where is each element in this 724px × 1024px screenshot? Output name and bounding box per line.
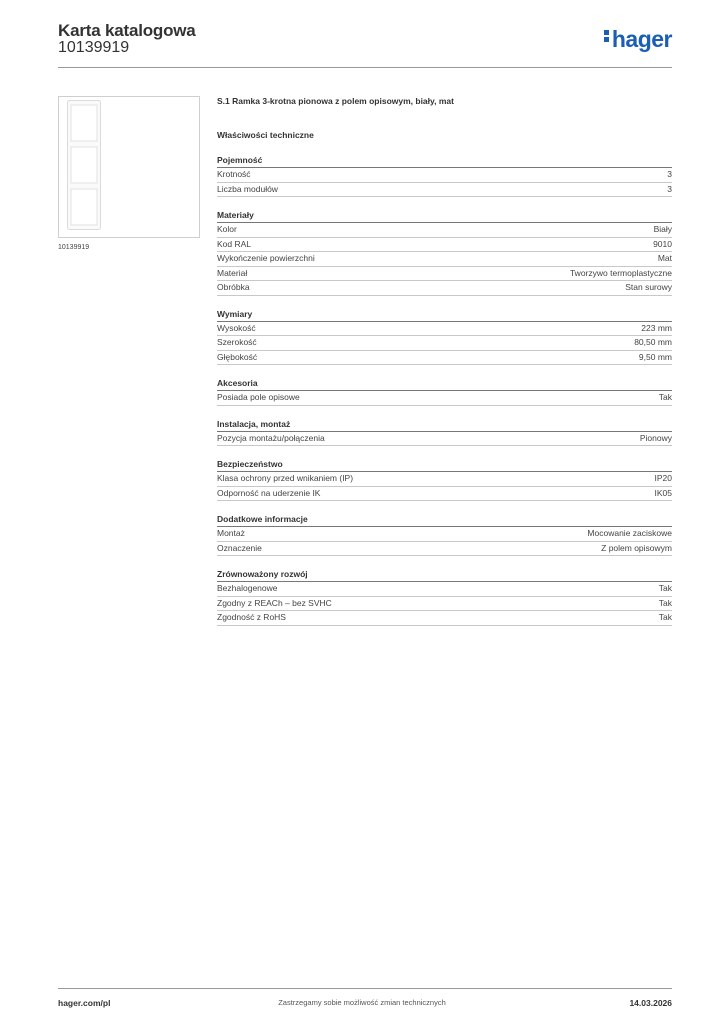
section-title: Bezpieczeństwo <box>217 458 672 472</box>
product-code: 10139919 <box>58 39 130 56</box>
spec-value: Tak <box>658 597 672 608</box>
spec-label: Krotność <box>217 169 251 179</box>
spec-row <box>217 597 672 612</box>
spec-row <box>217 168 672 183</box>
spec-value: 9010 <box>653 238 672 249</box>
spec-value: 9,50 mm <box>638 351 672 362</box>
hager-logo <box>604 28 672 51</box>
footer-divider <box>58 988 672 989</box>
footer-website: hager.com/pl <box>58 998 111 1008</box>
section-title: Wymiary <box>217 308 672 322</box>
spec-section <box>217 377 672 406</box>
spec-label: Szerokość <box>217 337 257 347</box>
spec-row <box>217 267 672 282</box>
spec-row <box>217 252 672 267</box>
spec-label: Posiada pole opisowe <box>217 392 300 402</box>
spec-value: Tak <box>658 583 672 593</box>
spec-row <box>217 527 672 542</box>
spec-label: Kolor <box>217 224 237 234</box>
spec-section <box>217 209 672 296</box>
spec-label: Obróbka <box>217 282 250 292</box>
spec-label: Głębokość <box>217 351 258 362</box>
spec-value: IK05 <box>654 487 672 498</box>
spec-section <box>217 308 672 366</box>
spec-sections <box>217 154 672 626</box>
spec-label: Kod RAL <box>217 238 252 249</box>
spec-value: Z polem opisowym <box>601 542 672 553</box>
section-title: Materiały <box>217 209 672 223</box>
spec-value: Mocowanie zaciskowe <box>587 528 672 538</box>
spec-value: Tworzywo termoplastyczne <box>569 267 672 278</box>
spec-row <box>217 322 672 337</box>
footer-date: 14.03.2026 <box>629 998 672 1008</box>
spec-section <box>217 458 672 501</box>
spec-value: Tak <box>658 612 672 622</box>
spec-section <box>217 418 672 447</box>
spec-content <box>217 96 672 626</box>
spec-label: Klasa ochrony przed wnikaniem (IP) <box>217 473 354 483</box>
spec-row <box>217 336 672 351</box>
spec-row <box>217 611 672 626</box>
spec-label: Wysokość <box>217 322 256 333</box>
spec-label: Odporność na uderzenie IK <box>217 487 321 498</box>
spec-value: Tak <box>658 392 672 402</box>
product-frame-image <box>67 100 101 230</box>
section-title: Akcesoria <box>217 377 672 391</box>
spec-value: Stan surowy <box>625 282 672 292</box>
spec-section <box>217 568 672 626</box>
spec-section <box>217 154 672 197</box>
spec-row <box>217 472 672 487</box>
spec-label: Zgodny z REACh – bez SVHC <box>217 597 332 608</box>
logo-text: hager <box>611 26 672 52</box>
spec-label: Zgodność z RoHS <box>217 612 286 622</box>
spec-row <box>217 391 672 406</box>
spec-label: Wykończenie powierzchni <box>217 253 315 263</box>
page-title: Karta katalogowa <box>58 21 196 40</box>
header-divider <box>58 67 672 68</box>
section-title: Zrównoważony rozwój <box>217 568 672 582</box>
spec-row <box>217 281 672 296</box>
product-title: S.1 Ramka 3-krotna pionowa z polem opisowym, biały, mat <box>217 96 454 106</box>
footer-disclaimer: Zastrzegamy sobie możliwość zmian technicznych <box>278 998 446 1007</box>
spec-row <box>217 223 672 238</box>
spec-value: IP20 <box>654 473 672 483</box>
spec-label: Liczba modułów <box>217 183 278 194</box>
section-title: Instalacja, montaż <box>217 418 672 432</box>
spec-label: Bezhalogenowe <box>217 583 278 593</box>
spec-row <box>217 582 672 597</box>
spec-value: 80,50 mm <box>634 337 672 347</box>
spec-row <box>217 351 672 366</box>
logo-dots-icon <box>604 28 610 44</box>
section-title: Dodatkowe informacje <box>217 513 672 527</box>
spec-value: Biały <box>653 224 672 234</box>
spec-value: 3 <box>667 183 672 194</box>
spec-value: 3 <box>667 169 672 179</box>
product-image-box <box>58 96 200 238</box>
spec-row <box>217 542 672 557</box>
spec-row <box>217 432 672 447</box>
spec-label: Pozycja montażu/połączenia <box>217 432 325 443</box>
section-title: Pojemność <box>217 154 672 168</box>
spec-value: 223 mm <box>641 322 672 333</box>
spec-label: Montaż <box>217 528 245 538</box>
spec-value: Mat <box>657 253 672 263</box>
spec-label: Materiał <box>217 267 248 278</box>
spec-label: Oznaczenie <box>217 542 262 553</box>
spec-value: Pionowy <box>639 432 672 443</box>
spec-row <box>217 487 672 502</box>
spec-row <box>217 183 672 198</box>
image-caption: 10139919 <box>58 244 90 251</box>
spec-row <box>217 238 672 253</box>
spec-section <box>217 513 672 556</box>
technical-properties-title: Właściwości techniczne <box>217 130 314 140</box>
